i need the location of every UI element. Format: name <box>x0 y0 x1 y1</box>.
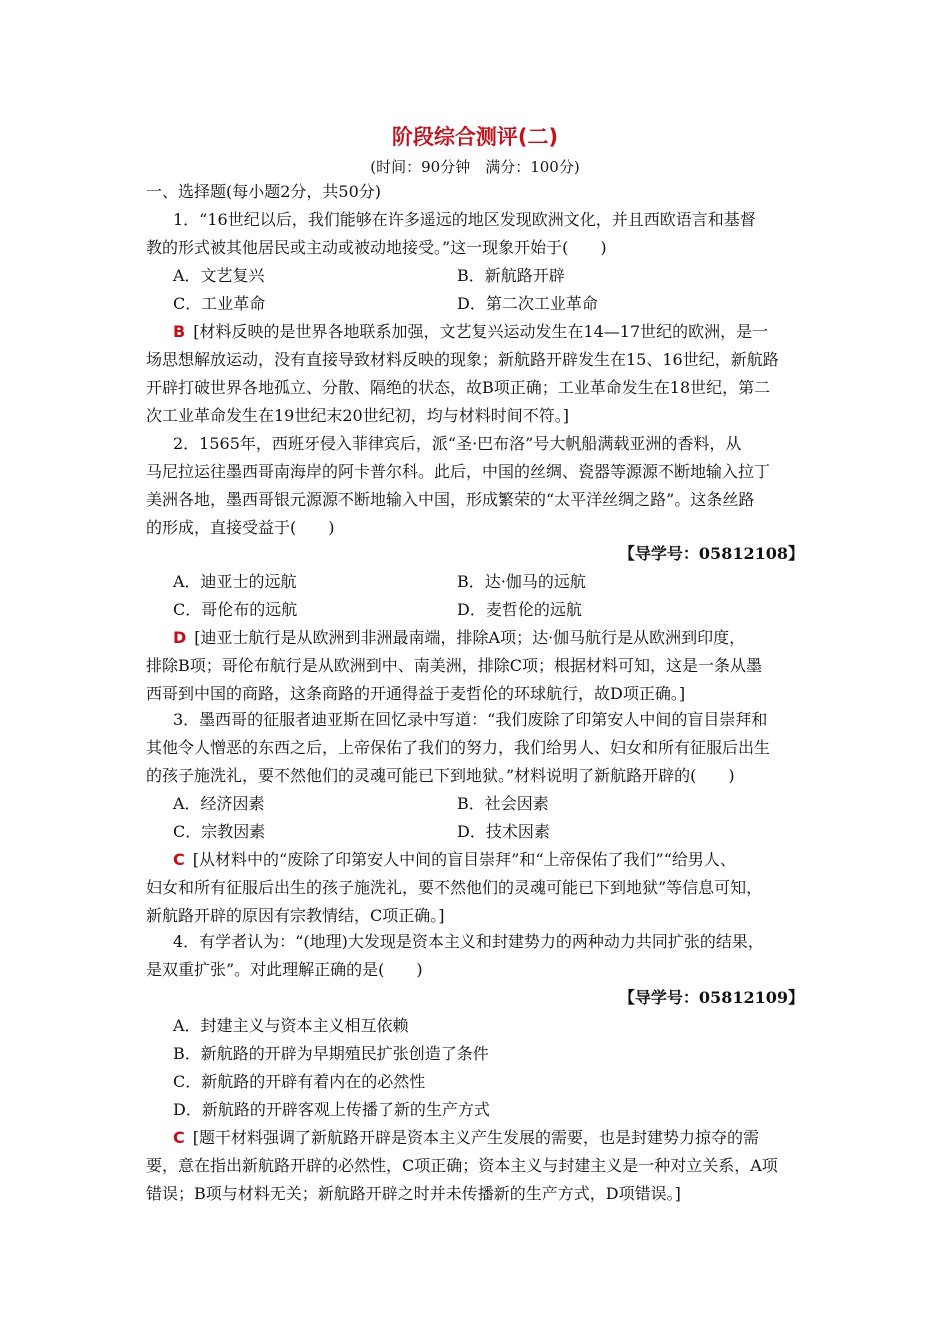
q2-guide-number: 【导学号：05812108】 <box>618 544 804 563</box>
question-2-stem-line: 美洲各地，墨西哥银元源源不断地输入中国，形成繁荣的“太平洋丝绸之路”。这条丝路 <box>146 490 755 509</box>
q4-explanation-line: [题干材料强调了新航路开辟是资本主义产生发展的需要，也是封建势力掠夺的需 <box>192 1128 759 1147</box>
q1-option-b: B．新航路开辟 <box>457 266 565 285</box>
q3-explanation-line: [从材料中的“废除了印第安人中间的盲目崇拜”和“上帝保佑了我们”“给男人、 <box>192 850 736 869</box>
q2-explanation-line: 排除B项；哥伦布航行是从欧洲到中、南美洲，排除C项；根据材料可知，这是一条从墨 <box>146 656 763 675</box>
q2-answer-letter: D <box>173 628 187 647</box>
page-subtitle: (时间：90分钟 满分：100分) <box>370 158 580 176</box>
question-1 <box>146 206 804 262</box>
q4-explanation-line: 错误；B项与材料无关；新航路开辟之时并未传播新的生产方式，D项错误。] <box>146 1184 681 1203</box>
q4-explanation-line: 要，意在指出新航路开辟的必然性，C项正确；资本主义与封建主义是一种对立关系，A项 <box>146 1156 778 1175</box>
section-heading: 一、选择题(每小题2分，共50分) <box>146 182 382 201</box>
q4-option-b: B．新航路的开辟为早期殖民扩张创造了条件 <box>173 1044 489 1063</box>
q2-option-c: C．哥伦布的远航 <box>173 600 298 619</box>
q1-option-a: A．文艺复兴 <box>173 266 265 285</box>
q1-option-d: D．第二次工业革命 <box>457 294 598 313</box>
q3-explanation-line: 妇女和所有征服后出生的孩子施洗礼，要不然他们的灵魂可能已下到地狱”等信息可知， <box>146 878 763 897</box>
q3-answer <box>146 846 804 930</box>
q2-explanation-line: 西哥到中国的商路，这条商路的开通得益于麦哲伦的环球航行，故D项正确。] <box>146 684 686 703</box>
q3-answer-letter: C <box>173 850 185 869</box>
q3-option-d: D．技术因素 <box>457 822 550 841</box>
q4-answer-letter: C <box>173 1128 185 1147</box>
q3-option-b: B．社会因素 <box>457 794 549 813</box>
q1-explanation-line: 场思想解放运动，没有直接导致材料反映的现象；新航路开辟发生在15、16世纪，新航路 <box>146 350 779 369</box>
q3-option-a: A．经济因素 <box>173 794 265 813</box>
question-2-stem-line: 2．1565年，西班牙侵入菲律宾后，派“圣·巴布洛”号大帆船满载亚洲的香料，从 <box>173 434 742 453</box>
question-3-stem-line: 3．墨西哥的征服者迪亚斯在回忆录中写道：“我们废除了印第安人中间的盲目崇拜和 <box>173 710 768 729</box>
q1-option-c: C．工业革命 <box>173 294 266 313</box>
question-2-stem-line: 马尼拉运往墨西哥南海岸的阿卡普尔科。此后，中国的丝绸、瓷器等源源不断地输入拉丁 <box>146 462 771 481</box>
q2-option-a: A．迪亚士的远航 <box>173 572 297 591</box>
q4-guide-number: 【导学号：05812109】 <box>618 988 804 1007</box>
question-4 <box>146 928 804 984</box>
q3-explanation-line: 新航路开辟的原因有宗教情结，C项正确。] <box>146 906 445 925</box>
question-3-stem-line: 其他令人憎恶的东西之后，上帝保佑了我们的努力，我们给男人、妇女和所有征服后出生 <box>146 738 771 757</box>
q2-option-b: B．达·伽马的远航 <box>457 572 586 591</box>
q2-explanation-line: [迪亚士航行是从欧洲到非洲最南端，排除A项；达·伽马航行是从欧洲到印度， <box>194 628 746 647</box>
q1-explanation-line: [材料反映的是世界各地联系加强，文艺复兴运动发生在14—17世纪的欧洲，是一 <box>193 322 769 341</box>
question-1-stem-line-1: 1．“16世纪以后，我们能够在许多遥远的地区发现欧洲文化，并且西欧语言和基督 <box>173 210 756 229</box>
q1-explanation-line: 开辟打破世界各地孤立、分散、隔绝的状态，故B项正确；工业革命发生在18世纪，第二 <box>146 378 771 397</box>
question-2 <box>146 430 804 542</box>
q1-explanation-line: 次工业革命发生在19世纪末20世纪初，均与材料时间不符。] <box>146 406 569 425</box>
q2-option-d: D．麦哲伦的远航 <box>457 600 582 619</box>
q1-answer <box>146 318 804 430</box>
question-3 <box>146 706 804 790</box>
q2-answer <box>146 624 804 708</box>
question-4-stem-line: 是双重扩张”。对此理解正确的是( ) <box>146 960 423 979</box>
q3-option-c: C．宗教因素 <box>173 822 266 841</box>
q4-answer <box>146 1124 804 1208</box>
question-4-stem-line: 4．有学者认为：“(地理)大发现是资本主义和封建势力的两种动力共同扩张的结果， <box>173 932 764 951</box>
question-2-stem-line: 的形成，直接受益于( ) <box>146 518 335 537</box>
q1-answer-letter: B <box>173 322 186 341</box>
question-3-stem-line: 的孩子施洗礼，要不然他们的灵魂可能已下到地狱。”材料说明了新航路开辟的( ) <box>146 766 735 785</box>
q4-option-d: D．新航路的开辟客观上传播了新的生产方式 <box>173 1100 490 1119</box>
q4-option-c: C．新航路的开辟有着内在的必然性 <box>173 1072 426 1091</box>
question-1-stem-line-2: 教的形式被其他居民或主动或被动地接受。”这一现象开始于( ) <box>146 238 607 257</box>
q4-option-a: A．封建主义与资本主义相互依赖 <box>173 1016 409 1035</box>
page-title: 阶段综合测评(二) <box>391 125 559 149</box>
